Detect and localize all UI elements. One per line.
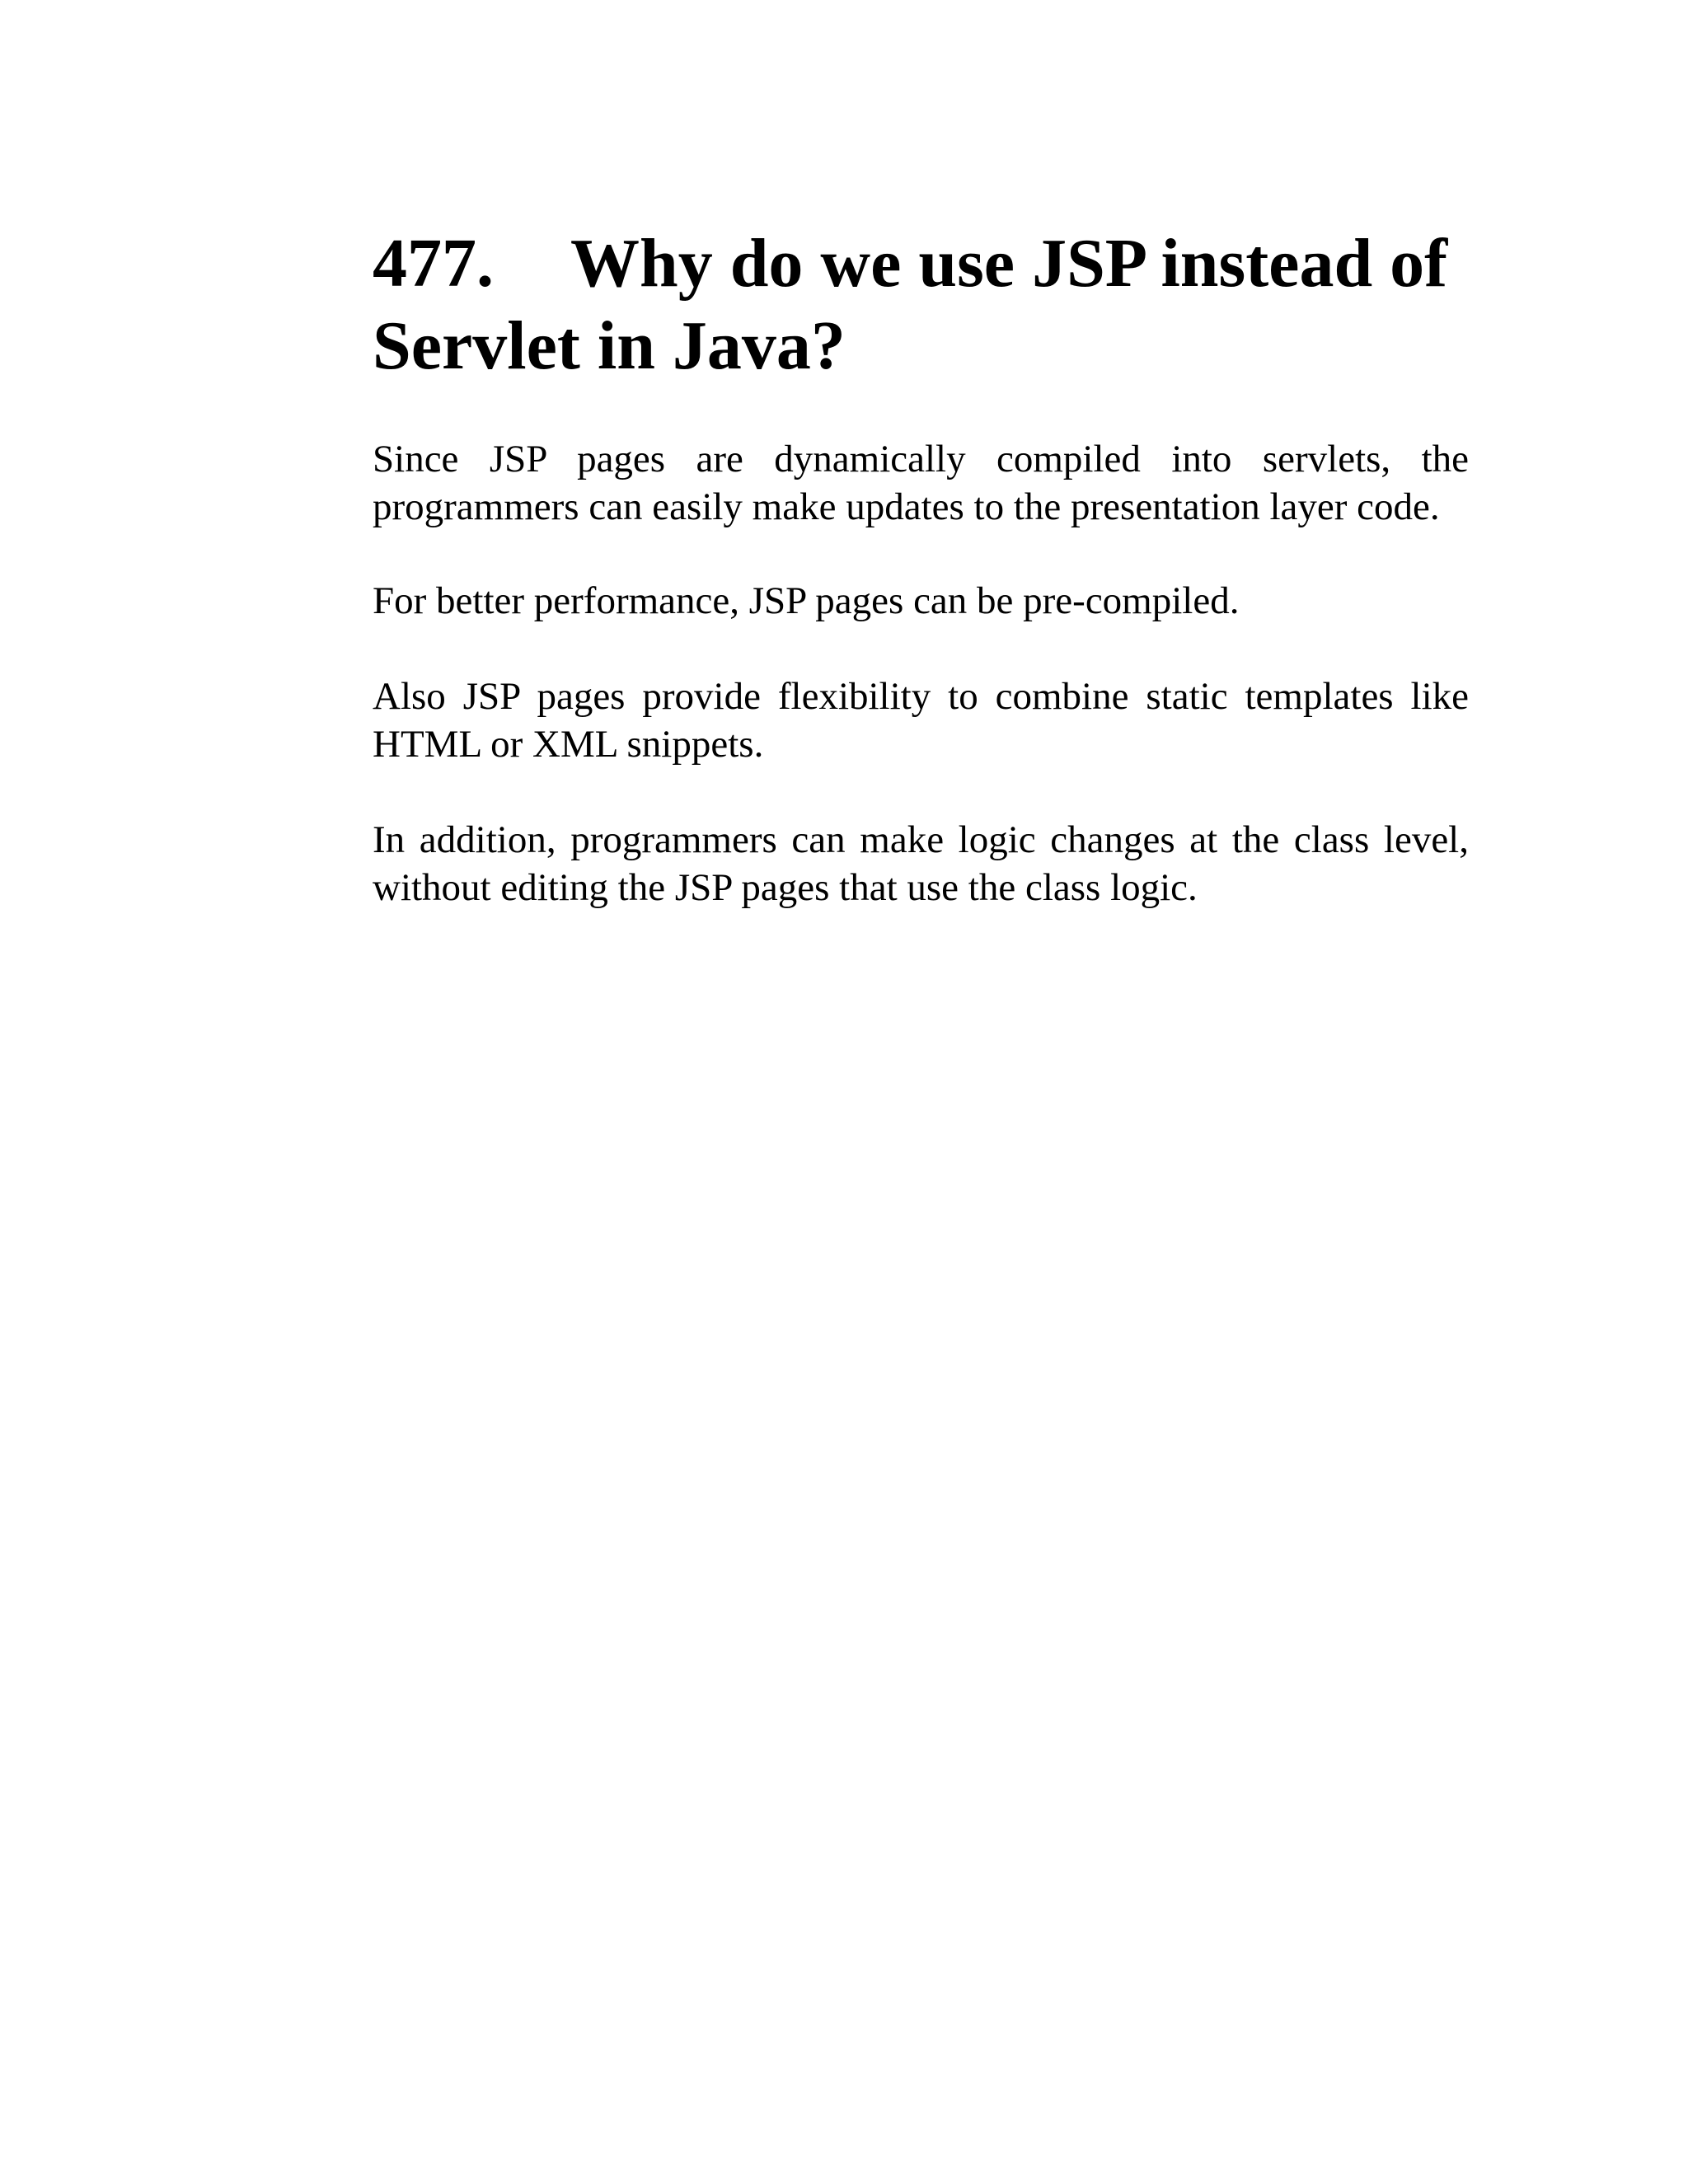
section-title-line2: Servlet in Java? [373,307,846,384]
paragraph-2: For better performance, JSP pages can be pre-compiled. [373,579,1240,622]
page-content [373,223,1469,912]
paragraph-4: In addition, programmers can make logic changes at the class level, without editing the JSP pages that use the class logic. [373,818,1469,909]
paragraph-1: Since JSP pages are dynamically compiled into servlets, the programmers can easily make updates to the presentation layer code. [373,438,1469,528]
section-heading [373,223,1469,387]
section-number: 477. [373,225,494,302]
section-title-line1: Why do we use JSP instead of [570,225,1448,302]
paragraph-3: Also JSP pages provide flexibility to combine static templates like HTML or XML snippets. [373,675,1469,766]
